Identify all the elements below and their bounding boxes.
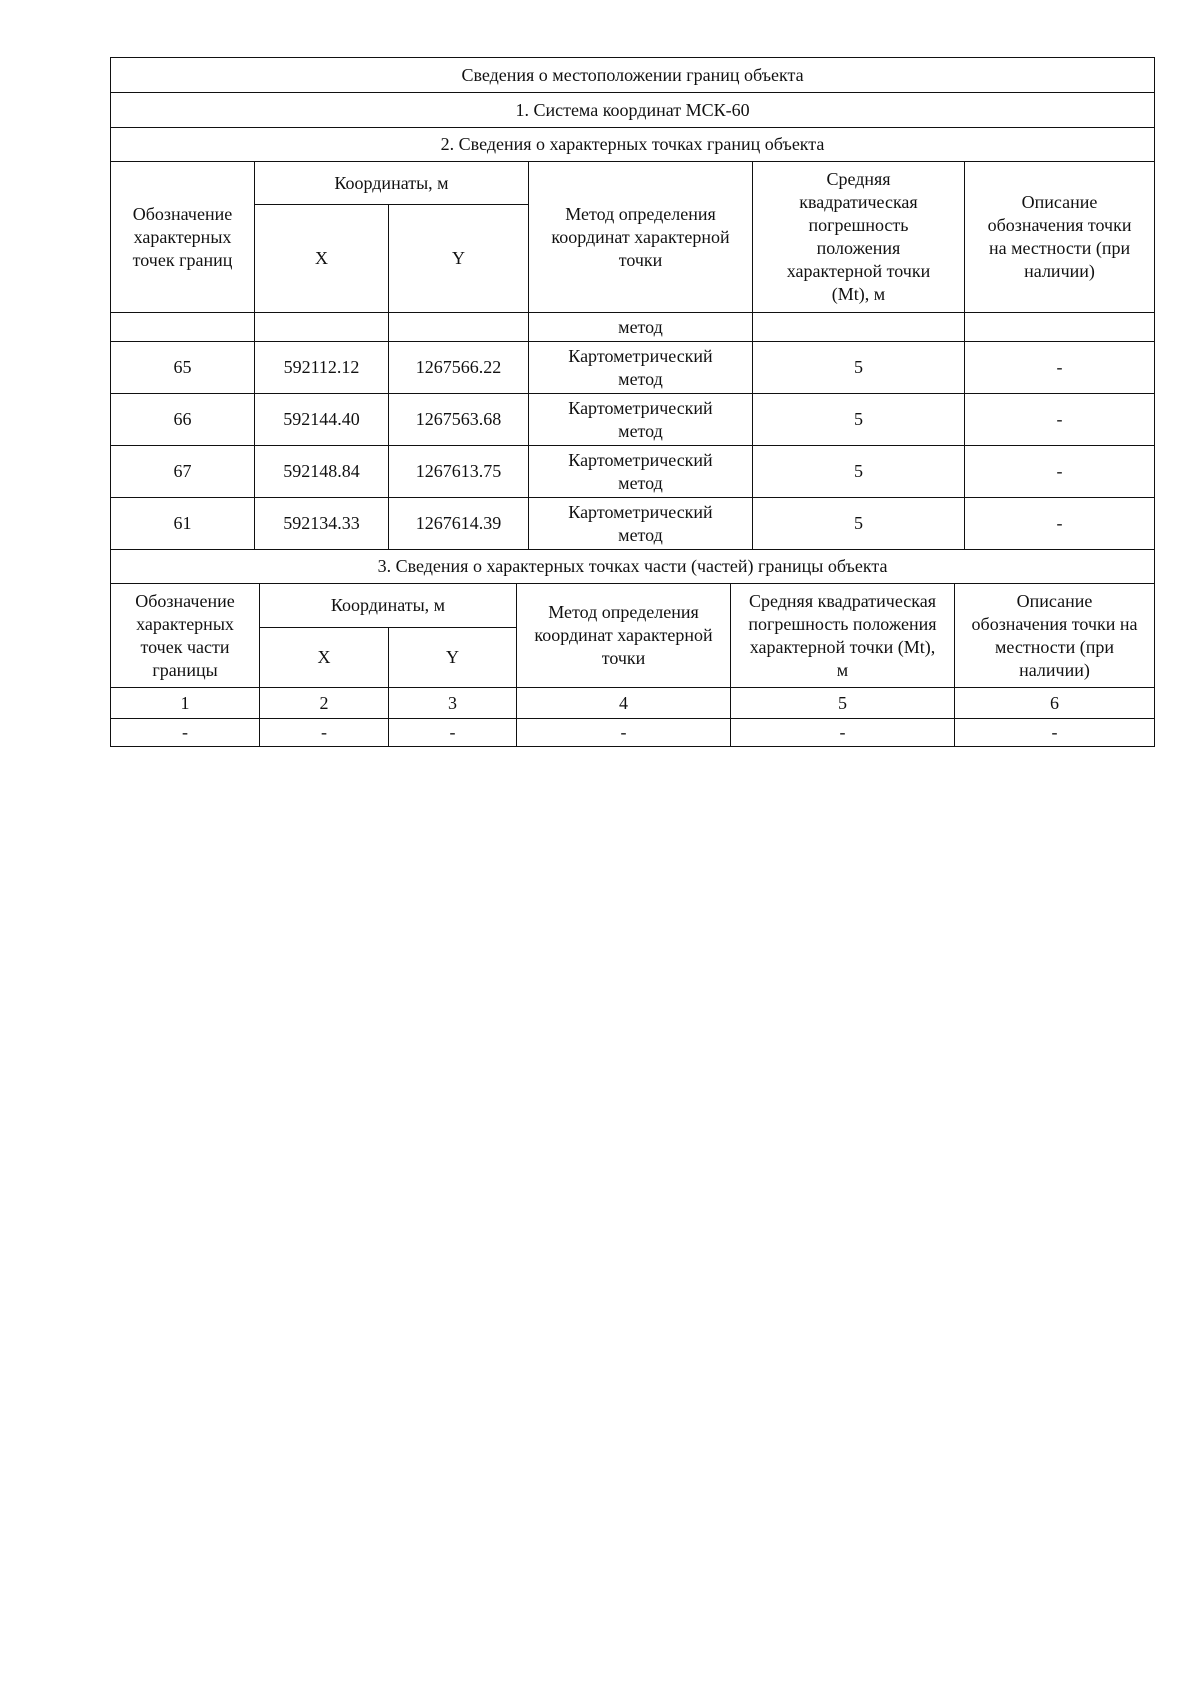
table-row <box>111 498 1155 550</box>
table-cell <box>753 313 965 342</box>
y-cell: 1267566.22 <box>389 342 529 394</box>
description-cell: - <box>965 498 1155 550</box>
y-cell: 1267563.68 <box>389 394 529 446</box>
error-cell: 5 <box>753 498 965 550</box>
table-cell <box>389 313 529 342</box>
point-cell: 66 <box>111 394 255 446</box>
header-error: Средняя квадратическая погрешность положения характерной точки (Mt), м <box>753 162 965 313</box>
table-row <box>111 446 1155 498</box>
header-method: Метод определения координат характерной точки <box>529 162 753 313</box>
boundary-points-table <box>110 57 1155 550</box>
x-cell: 592144.40 <box>255 394 389 446</box>
table-cell <box>965 313 1155 342</box>
table-cell: - <box>731 719 955 747</box>
y-cell: 1267613.75 <box>389 446 529 498</box>
x-cell: 592134.33 <box>255 498 389 550</box>
header-description: Описание обозначения точки на местности (при наличии) <box>965 162 1155 313</box>
header-description: Описание обозначения точки на местности (при наличии) <box>955 584 1155 688</box>
error-cell: 5 <box>753 446 965 498</box>
header-coordinates: Координаты, м <box>260 584 517 628</box>
table-cell: метод <box>529 313 753 342</box>
description-cell: - <box>965 394 1155 446</box>
section3-title: 3. Сведения о характерных точках части (частей) границы объекта <box>111 550 1155 584</box>
table-row <box>111 394 1155 446</box>
point-cell: 61 <box>111 498 255 550</box>
x-cell: 592112.12 <box>255 342 389 394</box>
header-y: Y <box>389 628 517 688</box>
error-cell: 5 <box>753 394 965 446</box>
description-cell: - <box>965 342 1155 394</box>
point-cell: 65 <box>111 342 255 394</box>
table-row <box>111 719 1155 747</box>
column-numbers-row <box>111 688 1155 719</box>
header-point: Обозначение характерных точек части границы <box>111 584 260 688</box>
header-point: Обозначение характерных точек границ <box>111 162 255 313</box>
document-title: Сведения о местоположении границ объекта <box>111 58 1155 93</box>
x-cell: 592148.84 <box>255 446 389 498</box>
header-x: X <box>255 205 389 313</box>
table-cell <box>255 313 389 342</box>
coordinate-system: 1. Система координат МСК-60 <box>111 93 1155 128</box>
continuation-row <box>111 313 1155 342</box>
column-number: 2 <box>260 688 389 719</box>
method-cell: Картометрический метод <box>529 342 753 394</box>
table-cell: - <box>260 719 389 747</box>
table-cell: - <box>955 719 1155 747</box>
column-number: 1 <box>111 688 260 719</box>
table-cell: - <box>389 719 517 747</box>
y-cell: 1267614.39 <box>389 498 529 550</box>
table-row <box>111 342 1155 394</box>
column-number: 3 <box>389 688 517 719</box>
section2-title: 2. Сведения о характерных точках границ объекта <box>111 128 1155 162</box>
header-method: Метод определения координат характерной точки <box>517 584 731 688</box>
method-cell: Картометрический метод <box>529 498 753 550</box>
column-number: 5 <box>731 688 955 719</box>
header-error: Средняя квадратическая погрешность положения характерной точки (Mt), м <box>731 584 955 688</box>
table-cell: - <box>111 719 260 747</box>
column-number: 4 <box>517 688 731 719</box>
part-boundary-points-table <box>110 549 1155 747</box>
method-cell: Картометрический метод <box>529 446 753 498</box>
header-y: Y <box>389 205 529 313</box>
method-cell: Картометрический метод <box>529 394 753 446</box>
error-cell: 5 <box>753 342 965 394</box>
header-x: X <box>260 628 389 688</box>
description-cell: - <box>965 446 1155 498</box>
table-cell <box>111 313 255 342</box>
header-coordinates: Координаты, м <box>255 162 529 205</box>
column-number: 6 <box>955 688 1155 719</box>
point-cell: 67 <box>111 446 255 498</box>
table-cell: - <box>517 719 731 747</box>
